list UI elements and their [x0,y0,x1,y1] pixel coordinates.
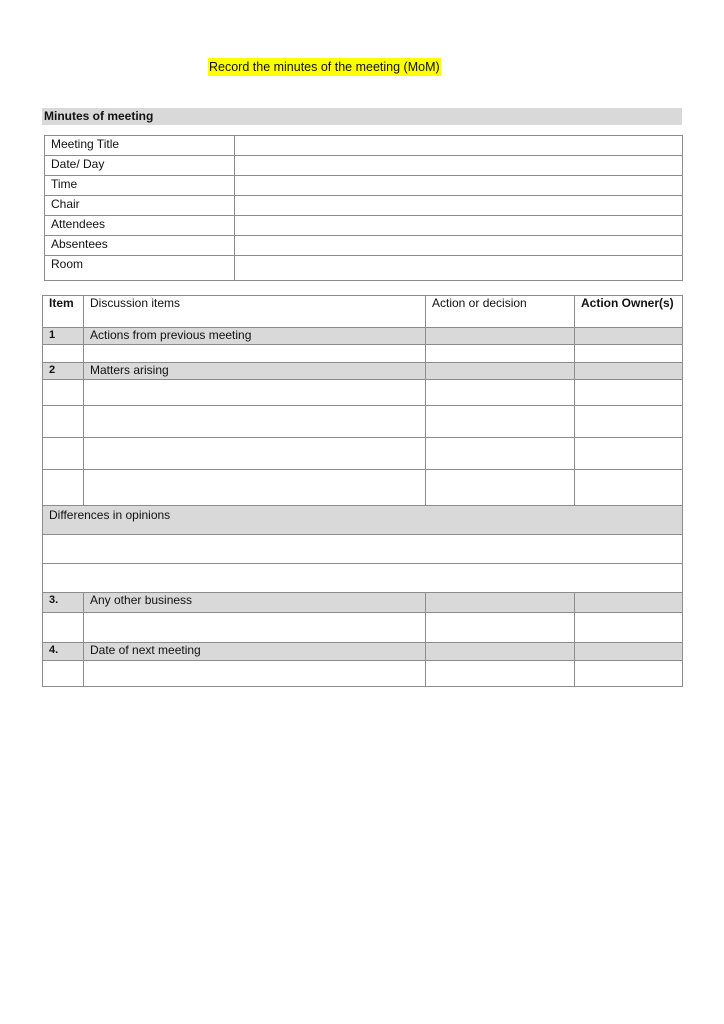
section-owner-cell [575,593,683,613]
absentees-row [45,236,683,256]
differences-entry-cell[interactable] [43,535,683,564]
owner-cell[interactable] [575,406,683,438]
owner-cell[interactable] [575,613,683,643]
action-cell[interactable] [426,406,575,438]
action-cell[interactable] [426,613,575,643]
meeting-title-label: Meeting Title [45,136,235,156]
item-cell[interactable] [43,406,84,438]
item-cell[interactable] [43,380,84,406]
section-action-cell [426,363,575,380]
table-row [43,438,683,470]
room-row [45,256,683,281]
differences-label: Differences in opinions [43,506,683,535]
owner-cell[interactable] [575,345,683,363]
item-header: Item [43,296,84,328]
discussion-cell[interactable] [84,661,426,687]
section-row [43,593,683,613]
action-cell[interactable] [426,345,575,363]
owner-cell[interactable] [575,661,683,687]
table-row [43,470,683,506]
discussion-header: Discussion items [84,296,426,328]
section-owner-cell [575,328,683,345]
chair-label: Chair [45,196,235,216]
attendees-row [45,216,683,236]
table-row [43,661,683,687]
item-cell[interactable] [43,661,84,687]
differences-entry-row [43,564,683,593]
owner-header: Action Owner(s) [575,296,683,328]
meeting-title-value[interactable] [235,136,683,156]
differences-entry-row [43,535,683,564]
owner-cell[interactable] [575,438,683,470]
section-number: 2 [43,363,84,380]
item-cell[interactable] [43,345,84,363]
differences-entry-cell[interactable] [43,564,683,593]
absentees-value[interactable] [235,236,683,256]
item-cell[interactable] [43,438,84,470]
date-day-row [45,156,683,176]
section-row [43,328,683,345]
action-cell[interactable] [426,661,575,687]
owner-cell[interactable] [575,380,683,406]
action-cell[interactable] [426,438,575,470]
table-row [43,613,683,643]
header-row [43,296,683,328]
section-heading: Minutes of meeting [42,108,682,125]
date-day-value[interactable] [235,156,683,176]
item-cell[interactable] [43,613,84,643]
chair-row [45,196,683,216]
table-row [43,380,683,406]
section-row [43,643,683,661]
chair-value[interactable] [235,196,683,216]
attendees-value[interactable] [235,216,683,236]
table-row [43,345,683,363]
differences-row [43,506,683,535]
document-title: Record the minutes of the meeting (MoM) [209,60,440,74]
discussion-cell[interactable] [84,345,426,363]
room-label: Room [45,256,235,281]
section-action-cell [426,593,575,613]
discussion-cell[interactable] [84,406,426,438]
attendees-label: Attendees [45,216,235,236]
time-label: Time [45,176,235,196]
discussion-cell[interactable] [84,380,426,406]
discussion-cell[interactable] [84,613,426,643]
section-row [43,363,683,380]
discussion-cell[interactable] [84,470,426,506]
section-label: Any other business [84,593,426,613]
section-action-cell [426,328,575,345]
action-header: Action or decision [426,296,575,328]
time-value[interactable] [235,176,683,196]
action-cell[interactable] [426,380,575,406]
minutes-table [42,295,683,687]
date-day-label: Date/ Day [45,156,235,176]
section-label: Actions from previous meeting [84,328,426,345]
time-row [45,176,683,196]
section-owner-cell [575,643,683,661]
section-number: 4. [43,643,84,661]
discussion-cell[interactable] [84,438,426,470]
action-cell[interactable] [426,470,575,506]
section-number: 3. [43,593,84,613]
section-label: Matters arising [84,363,426,380]
meeting-details-table [44,135,683,281]
section-number: 1 [43,328,84,345]
absentees-label: Absentees [45,236,235,256]
table-row [43,406,683,438]
section-action-cell [426,643,575,661]
meeting-title-row [45,136,683,156]
owner-cell[interactable] [575,470,683,506]
room-value[interactable] [235,256,683,281]
section-label: Date of next meeting [84,643,426,661]
section-owner-cell [575,363,683,380]
item-cell[interactable] [43,470,84,506]
